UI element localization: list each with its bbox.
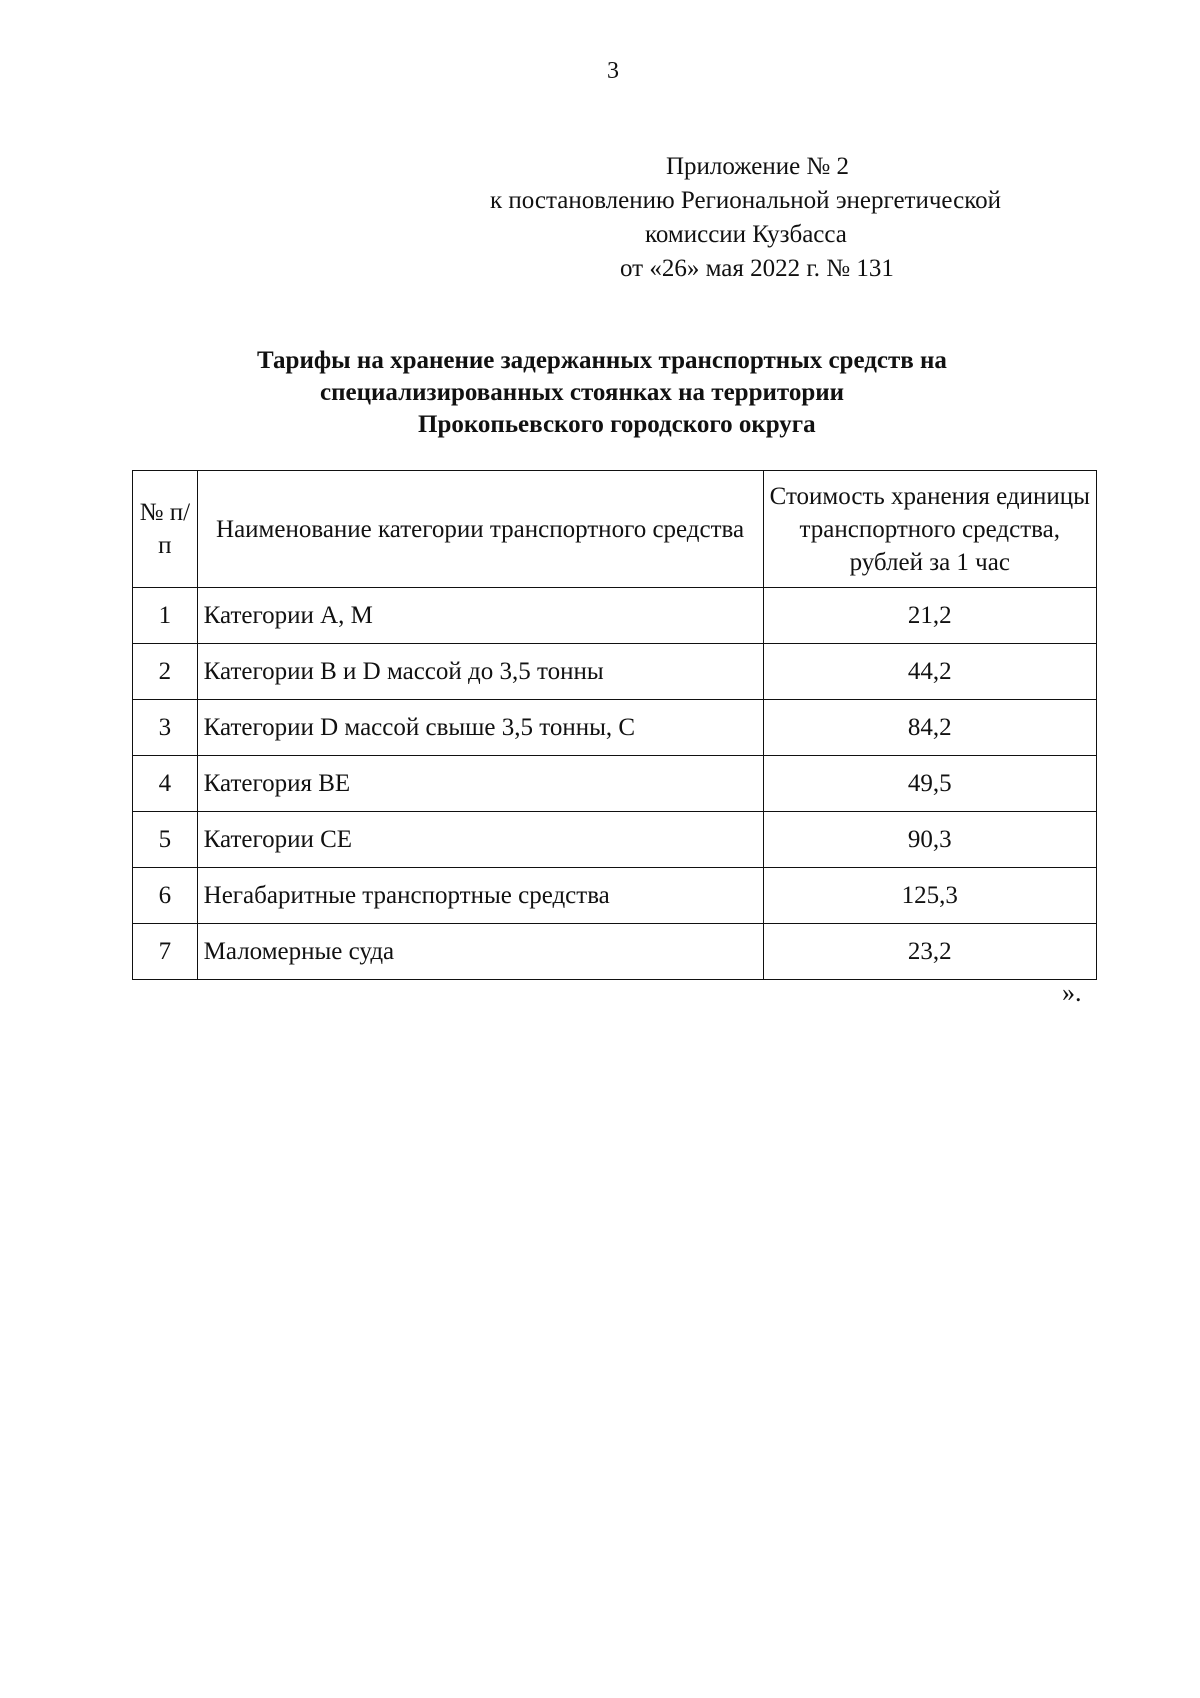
table-row [133, 868, 1097, 924]
table-row [133, 700, 1097, 756]
header-name: Наименование категории транспортного средства [197, 471, 763, 588]
row-num: 6 [133, 868, 198, 924]
row-cost: 125,3 [763, 868, 1096, 924]
row-cost: 23,2 [763, 924, 1096, 980]
row-name: Категории В и D массой до 3,5 тонны [197, 644, 763, 700]
row-cost: 90,3 [763, 812, 1096, 868]
header-num: № п/п [133, 471, 198, 588]
title-line-2: специализированных стоянках на территории [320, 379, 845, 406]
page-number: 3 [607, 58, 619, 84]
row-name: Категории D массой свыше 3,5 тонны, С [197, 700, 763, 756]
appendix-line-2: к постановлению Региональной энергетической [490, 187, 1001, 214]
row-name: Негабаритные транспортные средства [197, 868, 763, 924]
row-name: Маломерные суда [197, 924, 763, 980]
table-header-row [133, 471, 1097, 588]
row-cost: 21,2 [763, 588, 1096, 644]
table-row [133, 588, 1097, 644]
row-name: Категория ВЕ [197, 756, 763, 812]
table-row [133, 812, 1097, 868]
title-line-1: Тарифы на хранение задержанных транспортных средств на [257, 347, 947, 374]
closing-quote-mark: ». [1062, 978, 1082, 1007]
table-row [133, 644, 1097, 700]
row-cost: 49,5 [763, 756, 1096, 812]
row-name: Категории А, М [197, 588, 763, 644]
appendix-line-4: от «26» мая 2022 г. № 131 [620, 255, 894, 282]
appendix-line-3: комиссии Кузбасса [645, 221, 847, 248]
appendix-header [440, 150, 1140, 286]
row-num: 3 [133, 700, 198, 756]
row-num: 1 [133, 588, 198, 644]
row-num: 4 [133, 756, 198, 812]
title-line-3: Прокопьевского городского округа [418, 411, 816, 438]
row-name: Категории СЕ [197, 812, 763, 868]
header-cost: Стоимость хранения единицы транспортного средства, рублей за 1 час [763, 471, 1096, 588]
row-cost: 84,2 [763, 700, 1096, 756]
row-num: 5 [133, 812, 198, 868]
table-row [133, 924, 1097, 980]
tariff-table [132, 470, 1097, 980]
row-num: 2 [133, 644, 198, 700]
row-cost: 44,2 [763, 644, 1096, 700]
appendix-line-1: Приложение № 2 [666, 153, 850, 180]
document-title [200, 345, 1080, 441]
row-num: 7 [133, 924, 198, 980]
table-row [133, 756, 1097, 812]
